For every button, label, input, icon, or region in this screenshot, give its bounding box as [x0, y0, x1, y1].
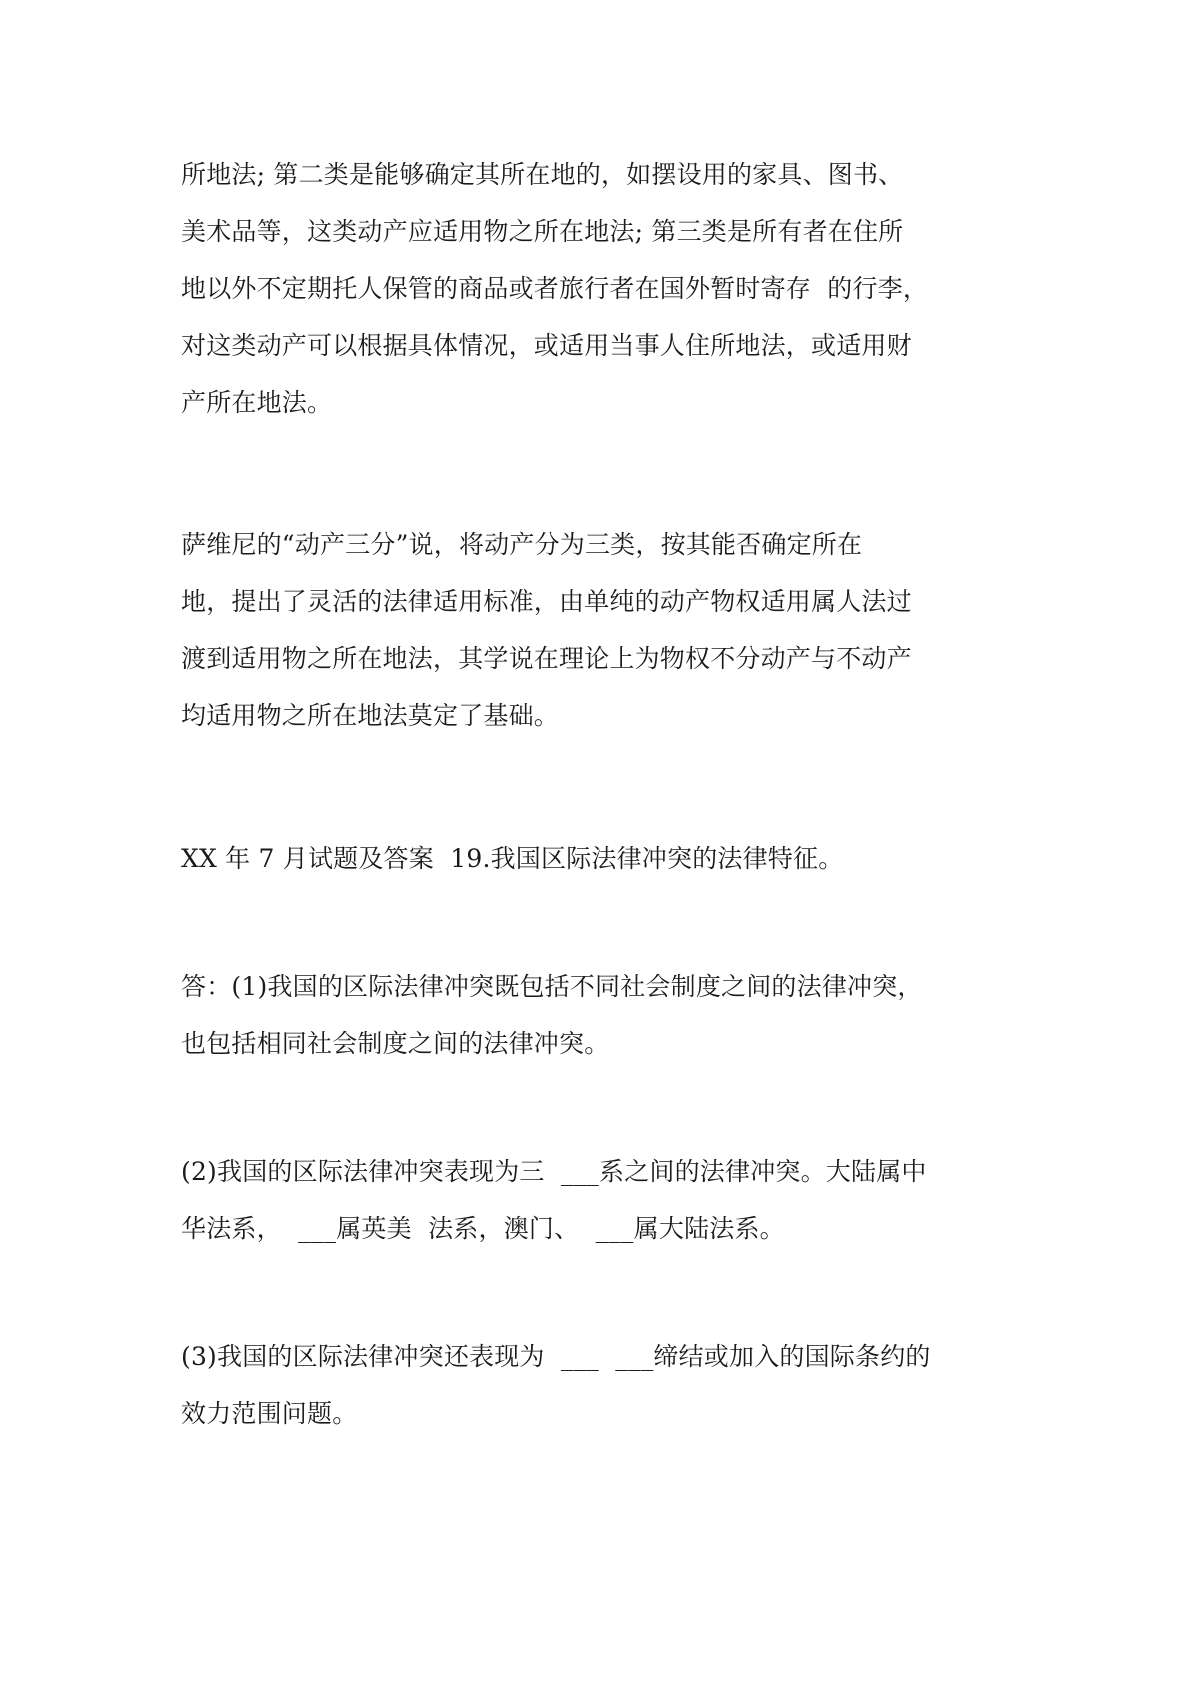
paragraph-exam-question: [181, 830, 1021, 887]
text-line: 地以外不定期托人保管的商品或者旅行者在国外暂时寄存 的行李，: [181, 274, 929, 303]
text-line: 萨维尼的“动产三分”说，将动产分为三类，按其能否确定所在: [181, 530, 863, 559]
text-line: 对这类动产可以根据具体情况，或适用当事人住所地法，或适用财: [181, 331, 912, 360]
text-line: 地，提出了灵活的法律适用标准，由单纯的动产物权适用属人法过: [181, 587, 912, 616]
text-line: 也包括相同社会制度之间的法律冲突。: [181, 1029, 610, 1058]
paragraph-answer-3: [181, 1328, 1021, 1442]
text-line: 答：(1)我国的区际法律冲突既包括不同社会制度之间的法律冲突，: [181, 972, 923, 1001]
text-line: 华法系， ___属英美 法系，澳门、 ___属大陆法系。: [181, 1214, 785, 1243]
text-line: XX 年 7 月试题及答案 19.我国区际法律冲突的法律特征。: [181, 844, 844, 873]
paragraph-answer-1: [181, 958, 1021, 1072]
text-line: (2)我国的区际法律冲突表现为三 ___系之间的法律冲突。大陆属中: [181, 1157, 927, 1186]
text-line: 产所在地法。: [181, 388, 333, 417]
paragraph-answer-2: [181, 1143, 1021, 1257]
paragraph-movable-property-categories: [181, 146, 1021, 431]
text-line: 渡到适用物之所在地法，其学说在理论上为物权不分动产与不动产: [181, 644, 912, 673]
text-line: (3)我国的区际法律冲突还表现为 ___ ___缔结或加入的国际条约的: [181, 1342, 931, 1371]
text-line: 所地法; 第二类是能够确定其所在地的，如摆设用的家具、图书、: [181, 160, 904, 189]
text-line: 美术品等，这类动产应适用物之所在地法; 第三类是所有者在住所: [181, 217, 904, 246]
text-line: 效力范围问题。: [181, 1399, 358, 1428]
text-line: 均适用物之所在地法莫定了基础。: [181, 701, 560, 730]
paragraph-savigny-theory: [181, 516, 1021, 744]
